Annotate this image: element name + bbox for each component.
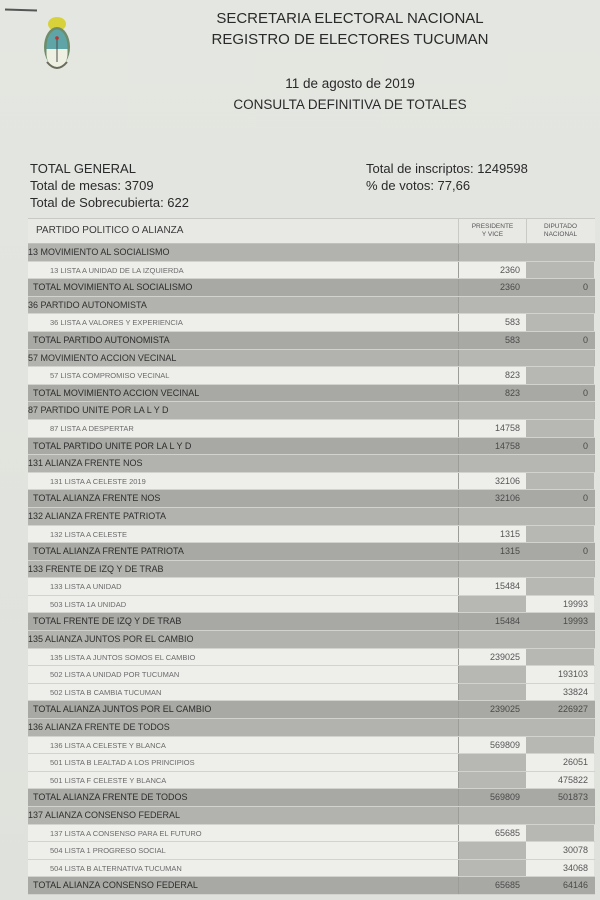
row-label: 502 LISTA A UNIDAD POR TUCUMAN xyxy=(28,666,458,683)
row-label: 87 LISTA A DESPERTAR xyxy=(28,420,458,437)
presidente-votes xyxy=(458,350,526,367)
row-label: TOTAL ALIANZA FRENTE PATRIOTA xyxy=(33,546,184,557)
row-label: 131 ALIANZA FRENTE NOS xyxy=(28,458,143,469)
row-label: 13 LISTA A UNIDAD DE LA IZQUIERDA xyxy=(28,262,458,279)
row-label: 135 LISTA A JUNTOS SOMOS EL CAMBIO xyxy=(28,649,458,666)
row-label: 132 ALIANZA FRENTE PATRIOTA xyxy=(28,510,167,521)
presidente-votes xyxy=(458,631,526,648)
diputado-votes xyxy=(526,631,594,648)
row-label: TOTAL ALIANZA FRENTE NOS xyxy=(33,493,161,504)
diputado-votes xyxy=(526,350,594,367)
pen-mark xyxy=(5,8,37,11)
presidente-votes: 2360 xyxy=(458,262,526,279)
presidente-votes xyxy=(458,402,526,419)
row-label: TOTAL ALIANZA FRENTE DE TODOS xyxy=(33,792,188,803)
total-inscriptos: Total de inscriptos: 1249598 xyxy=(366,161,528,176)
presidente-votes: 15484 xyxy=(458,613,526,630)
list-row xyxy=(28,596,595,614)
diputado-votes xyxy=(526,807,594,824)
presidente-votes xyxy=(458,754,526,771)
total-row xyxy=(28,279,595,297)
presidente-votes xyxy=(458,666,526,683)
row-label: 133 FRENTE DE IZQ Y DE TRAB xyxy=(28,563,164,574)
party-header-row xyxy=(28,561,595,579)
total-mesas: Total de mesas: 3709 xyxy=(30,178,154,193)
list-row xyxy=(28,772,595,790)
row-label: 132 LISTA A CELESTE xyxy=(28,526,458,543)
diputado-votes: 0 xyxy=(582,493,588,504)
diputado-votes: 0 xyxy=(582,440,588,451)
presidente-votes: 583 xyxy=(458,332,526,349)
total-general-label: TOTAL GENERAL xyxy=(30,161,136,176)
presidente-votes xyxy=(458,719,526,736)
presidente-votes xyxy=(458,860,526,877)
presidente-votes: 65685 xyxy=(458,877,526,894)
row-label: 133 LISTA A UNIDAD xyxy=(28,578,458,595)
total-row xyxy=(28,789,595,807)
diputado-votes xyxy=(526,262,594,279)
row-label: TOTAL FRENTE DE IZQ Y DE TRAB xyxy=(33,616,182,627)
column-header-diputado-line2: NACIONAL xyxy=(543,231,578,238)
diputado-votes xyxy=(526,367,594,384)
diputado-votes: 33824 xyxy=(526,684,594,701)
diputado-votes: 19993 xyxy=(562,616,588,627)
row-label: 501 LISTA B LEALTAD A LOS PRINCIPIOS xyxy=(28,754,458,771)
total-row xyxy=(28,385,595,403)
document-title xyxy=(190,8,510,50)
list-row xyxy=(28,649,595,667)
row-label: TOTAL MOVIMIENTO ACCION VECINAL xyxy=(33,387,200,398)
diputado-votes: 0 xyxy=(582,282,588,293)
diputado-votes: 475822 xyxy=(526,772,594,789)
list-row xyxy=(28,825,595,843)
presidente-votes: 32106 xyxy=(458,473,526,490)
presidente-votes xyxy=(458,772,526,789)
diputado-votes xyxy=(526,244,594,261)
row-label: TOTAL ALIANZA JUNTOS POR EL CAMBIO xyxy=(33,704,212,715)
row-label: 135 ALIANZA JUNTOS POR EL CAMBIO xyxy=(28,634,194,645)
total-row xyxy=(28,490,595,508)
list-row xyxy=(28,262,595,280)
presidente-votes: 15484 xyxy=(458,578,526,595)
list-row xyxy=(28,737,595,755)
presidente-votes xyxy=(458,455,526,472)
diputado-votes: 0 xyxy=(582,334,588,345)
presidente-votes: 239025 xyxy=(458,649,526,666)
column-header-presidente xyxy=(458,219,526,243)
row-label: 36 LISTA A VALORES Y EXPERIENCIA xyxy=(28,314,458,331)
presidente-votes: 823 xyxy=(458,367,526,384)
presidente-votes xyxy=(458,684,526,701)
election-date: 11 de agosto de 2019 xyxy=(285,76,415,91)
title-line-1: SECRETARIA ELECTORAL NACIONAL xyxy=(216,10,484,27)
diputado-votes: 30078 xyxy=(526,842,594,859)
row-label: 136 ALIANZA FRENTE DE TODOS xyxy=(28,722,170,733)
row-label: 504 LISTA 1 PROGRESO SOCIAL xyxy=(28,842,458,859)
argentina-coat-of-arms-icon xyxy=(40,14,74,76)
presidente-votes: 1315 xyxy=(458,526,526,543)
presidente-votes: 1315 xyxy=(458,543,526,560)
total-row xyxy=(28,877,595,895)
diputado-votes xyxy=(526,719,594,736)
row-label: 131 LISTA A CELESTE 2019 xyxy=(28,473,458,490)
summary-left xyxy=(30,160,189,211)
presidente-votes: 583 xyxy=(458,314,526,331)
presidente-votes: 14758 xyxy=(458,438,526,455)
results-table xyxy=(28,218,595,895)
presidente-votes xyxy=(458,508,526,525)
presidente-votes xyxy=(458,297,526,314)
total-row xyxy=(28,332,595,350)
total-row xyxy=(28,438,595,456)
row-label: 503 LISTA 1A UNIDAD xyxy=(28,596,458,613)
row-label: TOTAL MOVIMIENTO AL SOCIALISMO xyxy=(33,282,193,293)
presidente-votes: 823 xyxy=(458,385,526,402)
party-header-row xyxy=(28,350,595,368)
diputado-votes: 26051 xyxy=(526,754,594,771)
diputado-votes: 34068 xyxy=(526,860,594,877)
row-label: TOTAL PARTIDO AUTONOMISTA xyxy=(33,334,170,345)
presidente-votes xyxy=(458,561,526,578)
row-label: 136 LISTA A CELESTE Y BLANCA xyxy=(28,737,458,754)
party-header-row xyxy=(28,807,595,825)
column-header-party: PARTIDO POLITICO O ALIANZA xyxy=(36,225,184,236)
party-header-row xyxy=(28,402,595,420)
diputado-votes xyxy=(526,314,594,331)
presidente-votes xyxy=(458,807,526,824)
diputado-votes xyxy=(526,561,594,578)
list-row xyxy=(28,666,595,684)
list-row xyxy=(28,754,595,772)
diputado-votes xyxy=(526,526,594,543)
presidente-votes xyxy=(458,596,526,613)
diputado-votes xyxy=(526,473,594,490)
presidente-votes: 2360 xyxy=(458,279,526,296)
row-label: 57 LISTA COMPROMISO VECINAL xyxy=(28,367,458,384)
diputado-votes xyxy=(526,825,594,842)
list-row xyxy=(28,578,595,596)
party-header-row xyxy=(28,244,595,262)
list-row xyxy=(28,367,595,385)
party-header-row xyxy=(28,297,595,315)
party-header-row xyxy=(28,719,595,737)
list-row xyxy=(28,314,595,332)
row-label: TOTAL PARTIDO UNITE POR LA L Y D xyxy=(33,440,192,451)
row-label: 502 LISTA B CAMBIA TUCUMAN xyxy=(28,684,458,701)
column-header-presidente-line1: PRESIDENTE xyxy=(471,223,514,230)
total-row xyxy=(28,543,595,561)
diputado-votes: 19993 xyxy=(526,596,594,613)
title-line-2: REGISTRO DE ELECTORES TUCUMAN xyxy=(211,31,489,48)
pct-votos: % de votos: 77,66 xyxy=(366,178,471,193)
diputado-votes xyxy=(526,578,594,595)
table-header xyxy=(28,218,595,244)
row-label: 36 PARTIDO AUTONOMISTA xyxy=(28,299,147,310)
presidente-votes: 569809 xyxy=(458,789,526,806)
row-label: TOTAL ALIANZA CONSENSO FEDERAL xyxy=(33,880,198,891)
party-header-row xyxy=(28,508,595,526)
table-body xyxy=(28,244,595,895)
row-label: 137 ALIANZA CONSENSO FEDERAL xyxy=(28,810,181,820)
list-row xyxy=(28,684,595,702)
row-label: 13 MOVIMIENTO AL SOCIALISMO xyxy=(28,247,170,257)
diputado-votes: 0 xyxy=(582,387,588,398)
presidente-votes xyxy=(458,842,526,859)
presidente-votes: 65685 xyxy=(458,825,526,842)
summary-right xyxy=(366,160,528,194)
presidente-votes xyxy=(458,244,526,261)
diputado-votes xyxy=(526,649,594,666)
diputado-votes xyxy=(526,508,594,525)
report-subtitle: CONSULTA DEFINITIVA DE TOTALES xyxy=(233,97,467,112)
list-row xyxy=(28,860,595,878)
diputado-votes xyxy=(526,737,594,754)
row-label: 501 LISTA F CELESTE Y BLANCA xyxy=(28,772,458,789)
diputado-votes: 226927 xyxy=(557,704,588,715)
party-header-row xyxy=(28,631,595,649)
diputado-votes xyxy=(526,297,594,314)
diputado-votes: 0 xyxy=(582,546,588,557)
row-label: 87 PARTIDO UNITE POR LA L Y D xyxy=(28,405,169,416)
party-header-row xyxy=(28,455,595,473)
column-header-presidente-line2: Y VICE xyxy=(481,231,504,238)
list-row xyxy=(28,842,595,860)
total-row xyxy=(28,613,595,631)
total-row xyxy=(28,701,595,719)
diputado-votes xyxy=(526,402,594,419)
list-row xyxy=(28,420,595,438)
column-header-diputado-line1: DIPUTADO xyxy=(543,223,578,230)
presidente-votes: 569809 xyxy=(458,737,526,754)
diputado-votes xyxy=(526,455,594,472)
presidente-votes: 32106 xyxy=(458,490,526,507)
column-header-diputado xyxy=(526,219,594,243)
list-row xyxy=(28,526,595,544)
diputado-votes: 64146 xyxy=(562,880,588,891)
diputado-votes xyxy=(526,420,594,437)
presidente-votes: 14758 xyxy=(458,420,526,437)
total-sobrecubierta: Total de Sobrecubierta: 622 xyxy=(30,195,189,210)
presidente-votes: 239025 xyxy=(458,701,526,718)
row-label: 504 LISTA B ALTERNATIVA TUCUMAN xyxy=(28,860,458,877)
list-row xyxy=(28,473,595,491)
diputado-votes: 501873 xyxy=(557,792,588,803)
date-block xyxy=(190,73,510,115)
diputado-votes: 193103 xyxy=(526,666,594,683)
row-label: 57 MOVIMIENTO ACCION VECINAL xyxy=(28,352,177,363)
row-label: 137 LISTA A CONSENSO PARA EL FUTURO xyxy=(28,825,458,842)
